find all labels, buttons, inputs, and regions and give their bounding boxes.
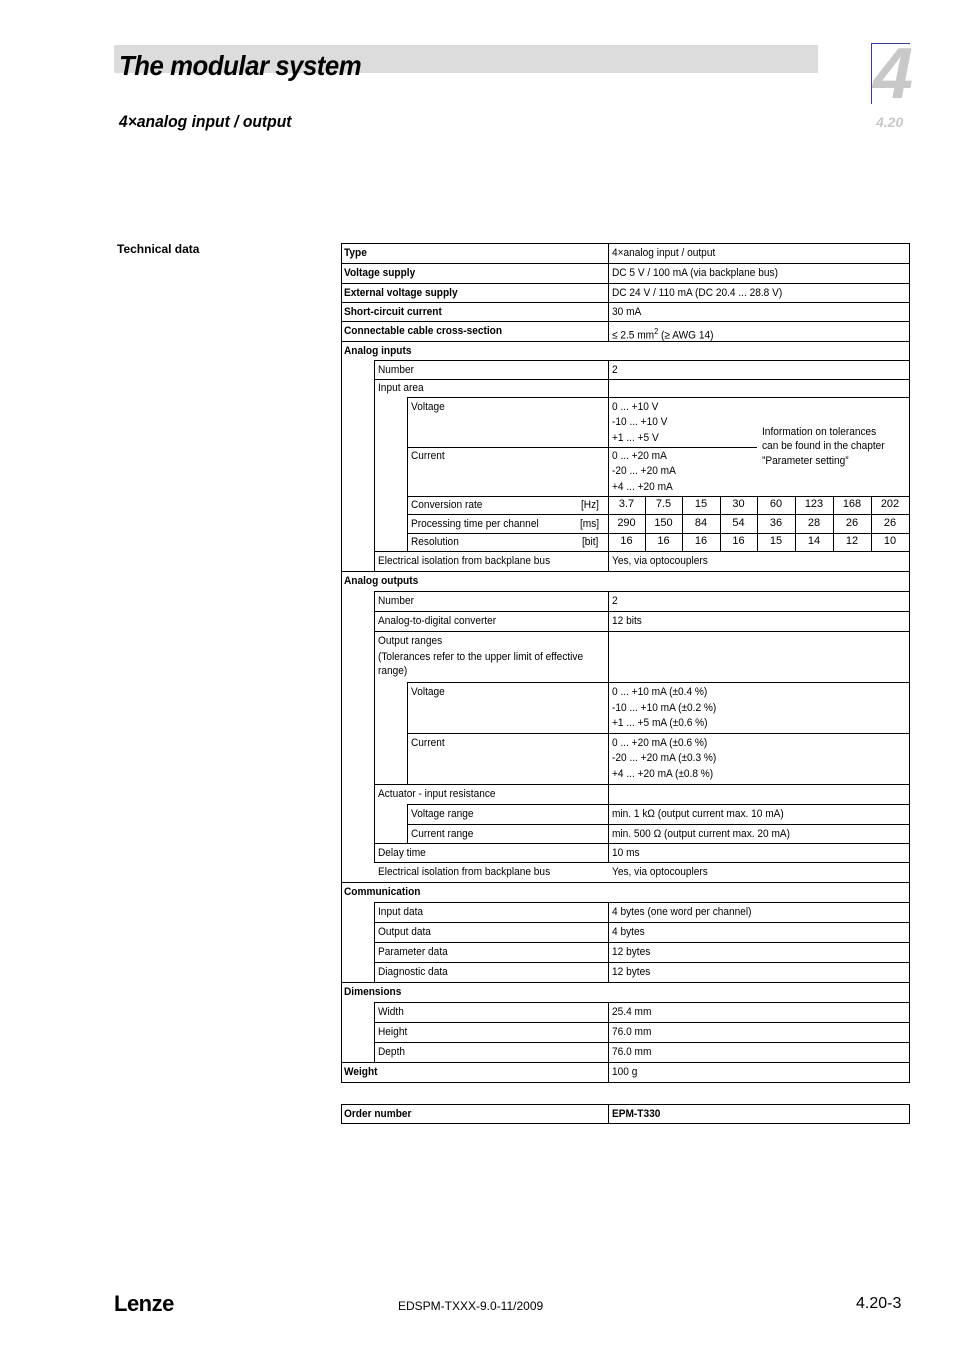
ext-supply-value: DC 24 V / 110 mA (DC 20.4 ... 28.8 V) [612, 287, 783, 299]
ao-vrange-value: min. 1 kΩ (output current max. 10 mA) [612, 808, 784, 820]
document-id: EDSPM-TXXX-9.0-11/2009 [398, 1299, 544, 1313]
weight-value: 100 g [612, 1066, 638, 1078]
processing-time-label: Processing time per channel [411, 518, 539, 530]
conversion-rate-value: 60 [769, 498, 783, 510]
technical-data-label: Technical data [117, 242, 200, 256]
ao-voltage-value-1: 0 ... +10 mA (±0.4 %) [612, 686, 708, 698]
dim-depth-label: Depth [378, 1046, 406, 1058]
conversion-rate-value: 3.7 [618, 498, 635, 510]
type-label: Type [344, 247, 367, 259]
ai-input-area-label: Input area [378, 382, 424, 394]
page-number: 4.20-3 [856, 1295, 902, 1312]
ai-voltage-value-2: -10 ... +10 V [612, 416, 668, 428]
dimensions-heading: Dimensions [344, 986, 402, 998]
processing-time-value: 28 [807, 517, 821, 529]
resolution-value: 16 [694, 535, 708, 547]
comm-output-label: Output data [378, 926, 431, 938]
order-number-label: Order number [344, 1108, 412, 1120]
analog-inputs-heading: Analog inputs [344, 345, 412, 357]
processing-time-value: 26 [883, 517, 897, 529]
ao-actuator-label: Actuator - input resistance [378, 788, 496, 800]
ai-current-value-1: 0 ... +20 mA [612, 450, 667, 462]
voltage-supply-value: DC 5 V / 100 mA (via backplane bus) [612, 267, 778, 279]
comm-input-label: Input data [378, 906, 424, 918]
chapter-section: 4.20 [876, 114, 904, 130]
ai-current-value-3: +4 ... +20 mA [612, 481, 673, 493]
resolution-value: 12 [845, 535, 859, 547]
ao-current-value-3: +4 ... +20 mA (±0.8 %) [612, 768, 714, 780]
ao-current-value-2: -20 ... +20 mA (±0.3 %) [612, 752, 717, 764]
comm-input-value: 4 bytes (one word per channel) [612, 906, 752, 918]
resolution-value: 14 [807, 535, 821, 547]
conversion-rate-value: 7.5 [655, 498, 672, 510]
chapter-number: 4 [873, 34, 914, 114]
conversion-rate-value: 30 [732, 498, 745, 510]
comm-param-label: Parameter data [378, 946, 448, 958]
ai-current-label: Current [411, 450, 445, 462]
resolution-value: 15 [769, 535, 783, 547]
comm-diag-label: Diagnostic data [378, 966, 448, 978]
resolution-value: 16 [732, 535, 745, 547]
ai-isolation-value: Yes, via optocouplers [612, 555, 708, 567]
order-number-value: EPM-T330 [612, 1108, 661, 1120]
ao-number-value: 2 [612, 595, 618, 607]
weight-label: Weight [344, 1066, 378, 1078]
cable-value: ≤ 2.5 $mm^2$ (≥ AWG 14) [612, 327, 714, 342]
resolution-value: 16 [657, 535, 670, 547]
ai-current-value-2: -20 ... +20 mA [612, 465, 676, 477]
ao-voltage-label: Voltage [411, 686, 445, 698]
ao-ranges-label-3: range) [378, 665, 408, 677]
analog-outputs-heading: Analog outputs [344, 575, 419, 587]
ao-current-label: Current [411, 737, 445, 749]
ao-voltage-value-2: -10 ... +10 mA (±0.2 %) [612, 702, 717, 714]
ao-adc-label: Analog-to-digital converter [378, 615, 497, 627]
ao-crange-label: Current range [411, 828, 474, 840]
ao-crange-value: min. 500 Ω (output current max. 20 mA) [612, 828, 790, 840]
ao-ranges-label-1: Output ranges [378, 635, 443, 647]
conversion-rate-value: 15 [694, 498, 708, 510]
tolerance-note-2: can be found in the chapter [762, 440, 885, 452]
dim-height-label: Height [378, 1026, 408, 1038]
conversion-rate-value: 123 [804, 498, 824, 510]
conversion-rate-value: 202 [880, 498, 900, 510]
short-circuit-value: 30 mA [612, 306, 642, 318]
ao-delay-value: 10 ms [612, 847, 640, 859]
ai-voltage-label: Voltage [411, 401, 445, 413]
processing-time-value: 150 [654, 517, 673, 529]
ao-delay-label: Delay time [378, 847, 426, 859]
ao-adc-value: 12 bits [612, 615, 642, 627]
ai-isolation-label: Electrical isolation from backplane bus [378, 555, 551, 567]
tolerance-note-1: Information on tolerances [762, 426, 877, 438]
ai-number-label: Number [378, 364, 414, 376]
short-circuit-label: Short-circuit current [344, 306, 442, 318]
dim-width-label: Width [378, 1006, 404, 1018]
comm-param-value: 12 bytes [612, 946, 651, 958]
dim-height-value: 76.0 mm [612, 1026, 652, 1038]
cable-label: Connectable cable cross-section [344, 325, 503, 337]
resolution-label: Resolution [411, 536, 459, 548]
conversion-rate-value: 168 [842, 498, 862, 510]
processing-time-value: 26 [845, 517, 859, 529]
ai-voltage-value-1: 0 ... +10 V [612, 401, 659, 413]
dim-depth-value: 76.0 mm [612, 1046, 652, 1058]
comm-output-value: 4 bytes [612, 926, 645, 938]
resolution-value: 10 [883, 535, 897, 547]
lenze-logo: Lenze [114, 1291, 174, 1316]
dim-width-value: 25.4 mm [612, 1006, 652, 1018]
processing-time-value: 36 [769, 517, 783, 529]
ao-current-value-1: 0 ... +20 mA (±0.6 %) [612, 737, 708, 749]
tolerance-note-3: ”Parameter setting” [762, 455, 849, 467]
processing-time-unit: [ms] [580, 518, 600, 530]
conversion-rate-unit: [Hz] [581, 499, 599, 511]
comm-diag-value: 12 bytes [612, 966, 651, 978]
ao-isolation-value: Yes, via optocouplers [612, 866, 708, 878]
ao-number-label: Number [378, 595, 414, 607]
ext-supply-label: External voltage supply [344, 287, 458, 299]
communication-heading: Communication [344, 886, 421, 898]
ao-voltage-value-3: +1 ... +5 mA (±0.6 %) [612, 717, 708, 729]
page-title: The modular system [119, 50, 362, 81]
type-value: 4×analog input / output [612, 247, 716, 259]
page-subtitle: 4×analog input / output [119, 112, 292, 131]
voltage-supply-label: Voltage supply [344, 267, 416, 279]
processing-time-value: 290 [617, 517, 636, 529]
ao-vrange-label: Voltage range [411, 808, 474, 820]
resolution-value: 16 [620, 535, 633, 547]
ao-ranges-label-2: (Tolerances refer to the upper limit of effective [378, 651, 584, 663]
ao-isolation-label: Electrical isolation from backplane bus [378, 866, 551, 878]
ai-voltage-value-3: +1 ... +5 V [612, 432, 659, 444]
conversion-rate-label: Conversion rate [411, 499, 483, 511]
processing-time-value: 54 [732, 517, 745, 529]
processing-time-value: 84 [694, 517, 708, 529]
resolution-unit: [bit] [582, 536, 599, 548]
ai-number-value: 2 [612, 364, 618, 376]
